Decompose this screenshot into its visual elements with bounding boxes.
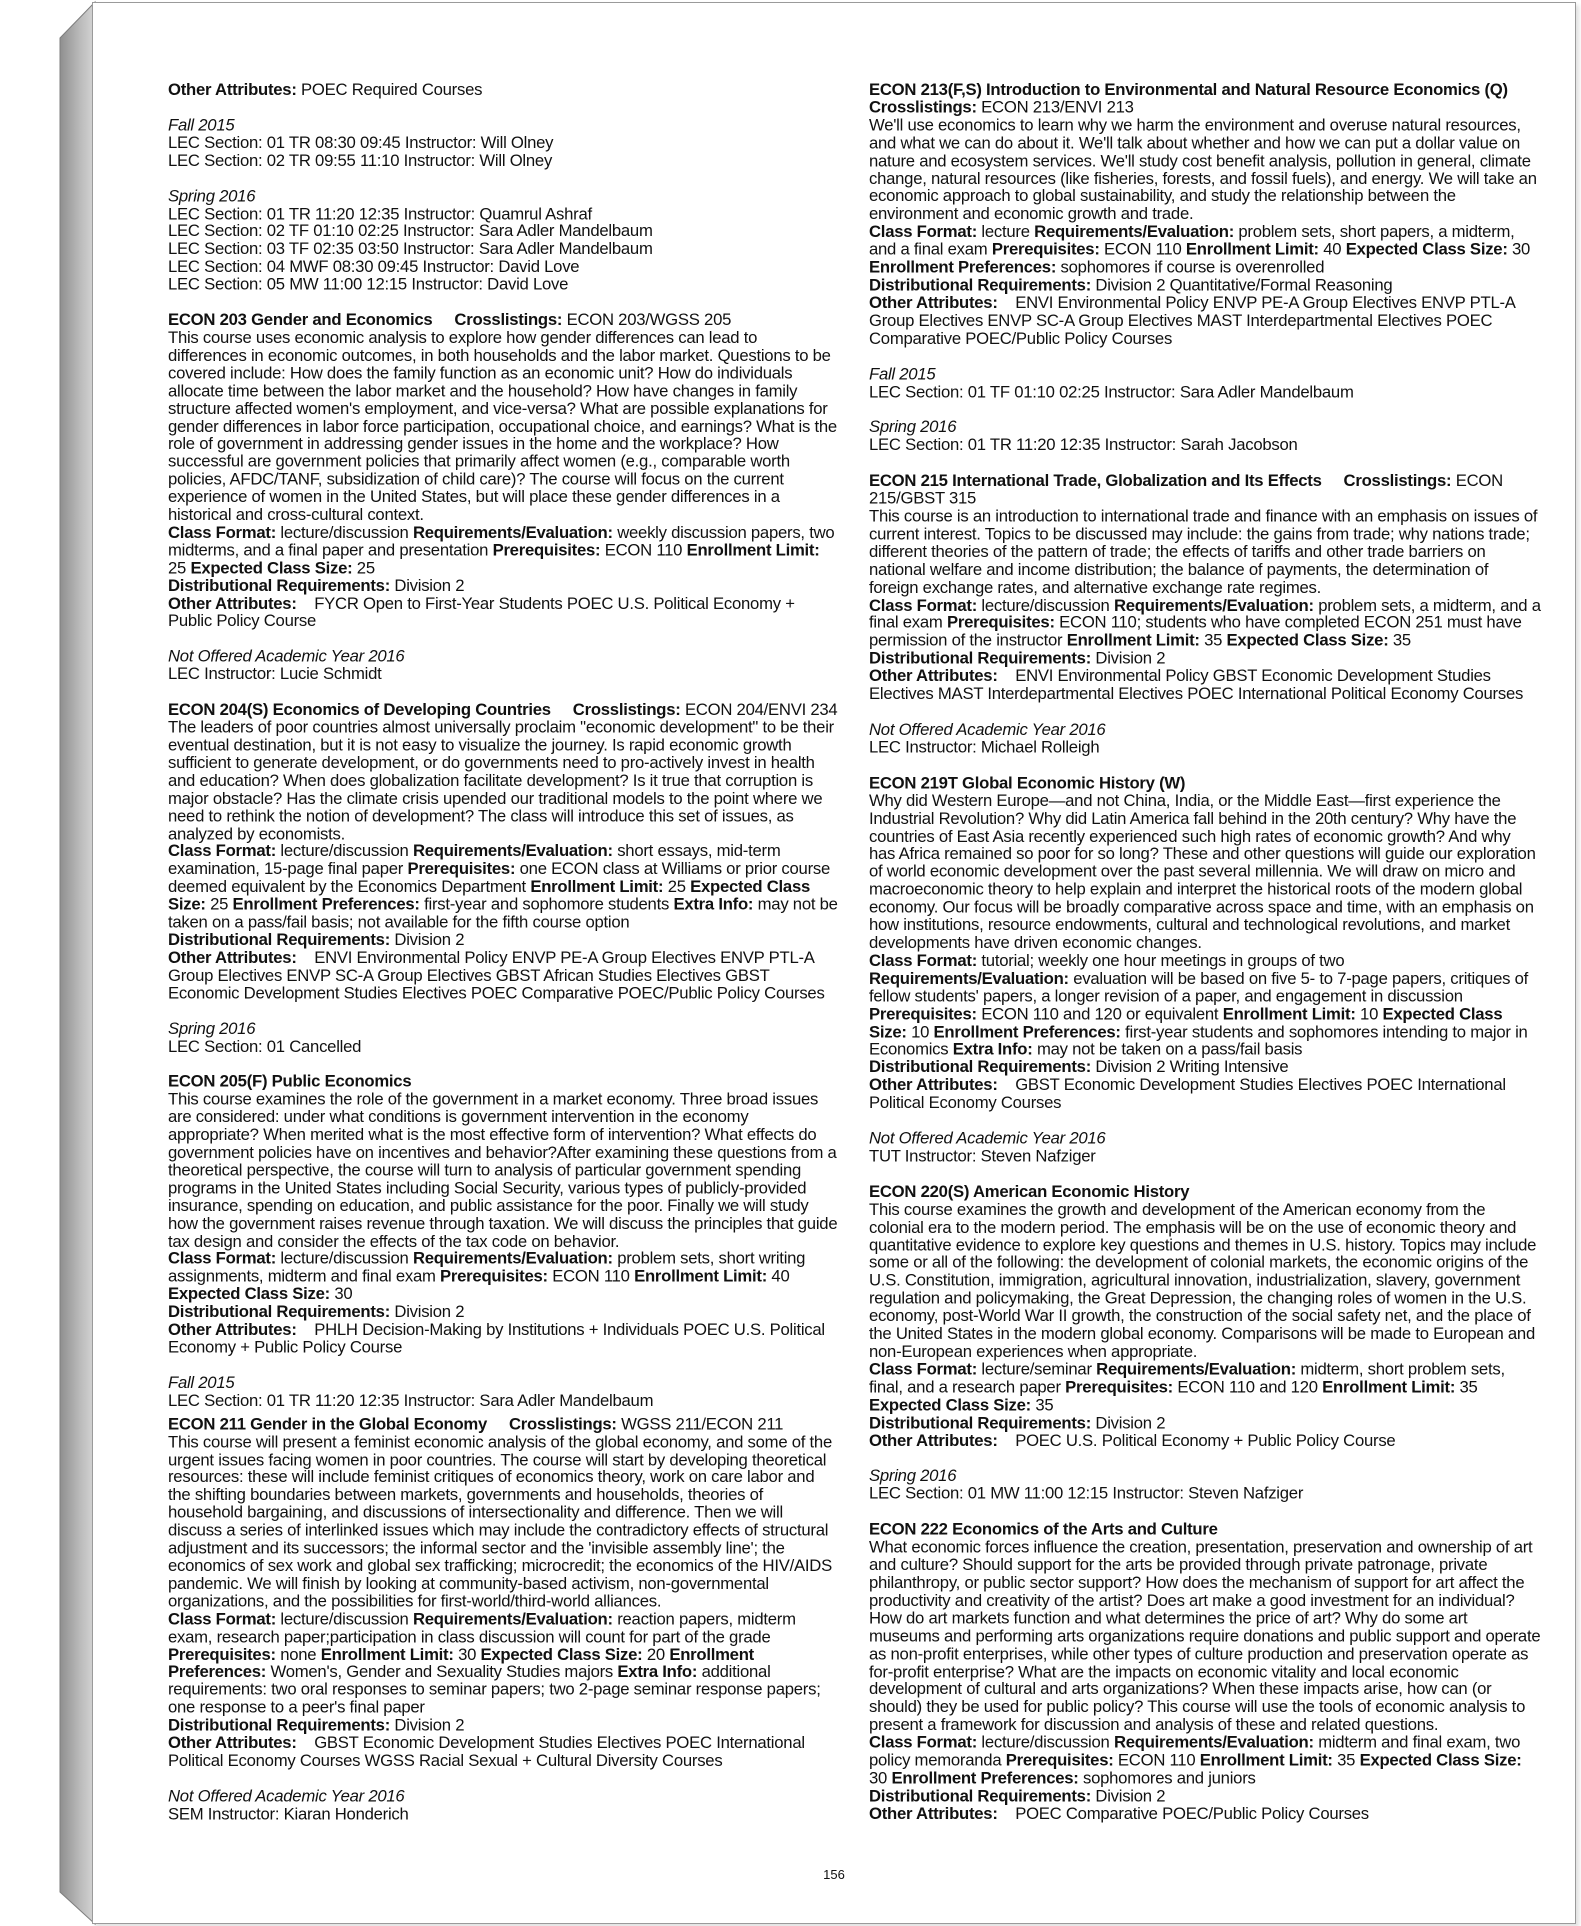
field-label: Extra Info: xyxy=(952,1039,1033,1059)
field-value: GBST Economic Development Studies Electives POEC International Political Economy Courses xyxy=(869,1075,1506,1112)
field-label: Distributional Requirements: xyxy=(869,275,1092,295)
field-label: Other Attributes: xyxy=(168,593,297,613)
field-label: Extra Info: xyxy=(673,894,754,914)
field-label: Expected Class Size: xyxy=(190,558,353,578)
field-label: Distributional Requirements: xyxy=(869,1057,1092,1077)
course-heading xyxy=(168,311,840,329)
section-schedule xyxy=(168,648,840,683)
field-value: 10 xyxy=(911,1022,930,1041)
field-value: Division 2 Quantitative/Formal Reasoning xyxy=(1095,275,1393,295)
section-schedule xyxy=(869,1130,1541,1166)
course-entry xyxy=(869,1521,1541,1823)
field-label: Distributional Requirements: xyxy=(168,576,391,595)
field-label: Enrollment Limit: xyxy=(320,1644,454,1664)
field-value: POEC Comparative POEC/Public Policy Courses xyxy=(1015,1804,1369,1823)
catalog-page xyxy=(92,2,1576,1924)
field-label: Enrollment Limit: xyxy=(1066,630,1200,650)
other-attributes xyxy=(869,1805,1541,1823)
field-value: lecture/discussion xyxy=(280,1609,409,1629)
field-label: Distributional Requirements: xyxy=(168,1715,391,1735)
field-label: Other Attributes: xyxy=(869,1804,998,1823)
crosslistings-value: ECON 203/WGSS 205 xyxy=(566,310,732,330)
crosslistings-value: ECON 213/ENVI 213 xyxy=(981,97,1134,117)
field-value: 35 xyxy=(1337,1750,1356,1770)
field-label: Enrollment Limit: xyxy=(1222,1004,1356,1024)
field-value: Division 2 xyxy=(394,1302,465,1322)
course-title: ECON 211 Gender in the Global Economy xyxy=(168,1414,488,1434)
field-value: POEC Required Courses xyxy=(301,80,483,99)
field-value: weekly discussion papers, two midterms, and a final paper and presentation xyxy=(168,522,835,560)
field-value: ECON 110 xyxy=(604,540,683,560)
field-label: Enrollment Limit: xyxy=(530,877,664,897)
section-line: SEM Instructor: Kiaran Honderich xyxy=(168,1804,409,1824)
field-label: Class Format: xyxy=(869,595,978,615)
course-title: ECON 203 Gender and Economics xyxy=(168,310,433,330)
course-fields xyxy=(869,223,1541,276)
field-value: GBST Economic Development Studies Electives POEC International Political Economy Courses WGSS Racial Sexual + Cultural Diversity Courses xyxy=(168,1733,805,1770)
course-entry xyxy=(869,774,1541,1112)
field-label: Requirements/Evaluation: xyxy=(412,841,613,861)
field-label: Class Format: xyxy=(168,1249,277,1269)
field-label: Enrollment Limit: xyxy=(1199,1750,1333,1770)
section-schedule xyxy=(168,1788,840,1823)
field-value: none xyxy=(280,1644,317,1664)
field-value: midterm, short problem sets, final, and a research paper xyxy=(869,1359,1505,1397)
field-value: reaction papers, midterm exam, research paper;participation in class discussion will count for part of the grade xyxy=(168,1609,796,1646)
field-label: Distributional Requirements: xyxy=(869,1786,1092,1806)
course-title: ECON 205(F) Public Economics xyxy=(168,1072,412,1091)
course-description: What economic forces influence the creation, presentation, preservation and ownership of art and culture? Should support for the arts be provided through private patronage, private philanthropy, or public sector support? How does the mechanism of support for art affect the productivity and creativity of the artist? Does art make a good investment for an individual? How do art markets function and what determines the price of art? Why do some art museums and performing arts organizations require donations and public support and operate as non-profit enterprises, while other types of culture production and preservation operate as for-profit enterprise? What are the impacts on economic vitality and local economic development of cultural and arts organizations? When these impacts arise, how can (or should) they be used for public policy? This course will use the tools of economic analysis to present a framework for discussion and analysis of these and related questions. xyxy=(869,1537,1541,1735)
other-attributes xyxy=(869,668,1541,704)
course-heading xyxy=(869,81,1541,99)
course-heading xyxy=(168,1416,840,1434)
field-value: 40 xyxy=(771,1266,790,1286)
field-label: Class Format: xyxy=(168,522,277,542)
field-label: Enrollment Preferences: xyxy=(232,894,420,914)
field-line xyxy=(168,81,840,99)
field-value: may not be taken on a pass/fail basis xyxy=(1036,1039,1303,1059)
field-label: Requirements/Evaluation: xyxy=(412,1609,613,1629)
crosslistings-value: ECON 215/GBST 315 xyxy=(869,471,1503,508)
field-value: Division 2 xyxy=(394,930,465,950)
course-fields xyxy=(168,1250,840,1303)
section-schedule xyxy=(168,1374,840,1409)
field-label: Requirements/Evaluation: xyxy=(1113,595,1314,615)
field-label: Expected Class Size: xyxy=(480,1644,643,1664)
field-label: Prerequisites: xyxy=(440,1266,548,1286)
field-label: Class Format: xyxy=(869,950,978,970)
book-spine xyxy=(0,0,100,1926)
term-heading: Not Offered Academic Year 2016 xyxy=(168,646,405,666)
field-value: Division 2 xyxy=(394,576,465,595)
field-value: evaluation will be based on five 5- to 7-page papers, critiques of fellow students' papers, a longer revision of a paper, and engagement in discussion xyxy=(869,968,1528,1006)
field-value: ECON 110; students who have completed ECON 251 must have permission of the instructor xyxy=(869,613,1522,650)
field-label: Requirements/Evaluation: xyxy=(1034,222,1235,241)
field-value: Division 2 xyxy=(1095,1786,1166,1806)
section-line: LEC Section: 04 MWF 08:30 09:45 Instructor: David Love xyxy=(168,257,580,277)
field-label: Prerequisites: xyxy=(991,239,1100,259)
field-label: Expected Class Size: xyxy=(869,1395,1031,1415)
field-value: tutorial; weekly one hour meetings in groups of two xyxy=(981,950,1345,970)
course-heading xyxy=(869,1521,1541,1539)
course-entry xyxy=(168,701,840,1002)
crosslistings-label: Crosslistings: xyxy=(572,700,681,719)
term-heading: Not Offered Academic Year 2016 xyxy=(869,1128,1106,1148)
field-value: lecture/seminar xyxy=(981,1359,1092,1379)
field-label: Enrollment Preferences: xyxy=(168,1644,754,1682)
field-value: short essays, mid-term examination, 15-page final paper xyxy=(168,841,781,879)
field-value: 25 xyxy=(667,877,686,897)
section-line: TUT Instructor: Steven Nafziger xyxy=(869,1146,1096,1166)
course-entry xyxy=(869,1183,1541,1449)
field-value: sophomores and juniors xyxy=(1083,1768,1256,1788)
course-fields xyxy=(869,1734,1541,1787)
field-label: Other Attributes: xyxy=(869,1075,998,1095)
field-value: Division 2 Writing Intensive xyxy=(1095,1057,1289,1077)
section-line: LEC Section: 01 TR 11:20 12:35 Instructor: Sara Adler Mandelbaum xyxy=(168,1390,654,1410)
field-value: problem sets, short writing assignments, midterm and final exam xyxy=(168,1249,806,1286)
field-label: Class Format: xyxy=(869,222,978,241)
course-attributes xyxy=(168,81,840,99)
field-label: Distributional Requirements: xyxy=(168,930,391,950)
course-entry xyxy=(168,311,840,630)
course-heading xyxy=(869,472,1541,508)
term-heading: Spring 2016 xyxy=(168,1018,256,1038)
field-label: Other Attributes: xyxy=(869,1430,998,1450)
course-entry xyxy=(869,81,1541,347)
field-value: 20 xyxy=(646,1644,665,1664)
field-label: Requirements/Evaluation: xyxy=(412,522,613,542)
field-value: ECON 110 xyxy=(1117,1750,1196,1770)
course-description: This course examines the role of the government in a market economy. Three broad issues are considered: under what conditions is government intervention in the economy appropriate? When merited what is the most effective form of intervention? What effects do government policies have on incentives and behavior?After examining these questions from a theoretical perspective, the course will turn to analysis of particular government spending programs in the United States including Social Security, various types of publicly-provided insurance, spending on education, and public assistance for the poor. Finally we will study how the government raises revenue through taxation. We will discuss the principles that guide tax design and consider the effects of the tax code on behavior. xyxy=(168,1089,838,1251)
term-heading: Spring 2016 xyxy=(869,417,957,437)
field-label: Enrollment Preferences: xyxy=(891,1768,1079,1788)
crosslistings-label: Crosslistings: xyxy=(454,310,563,330)
course-title: ECON 215 International Trade, Globalization and Its Effects xyxy=(869,471,1322,490)
course-description: Why did Western Europe—and not China, India, or the Middle East—first experience the Industrial Revolution? Why did Latin America fall behind in the 20th century? Why have the countries of East Asia recently experienced such high rates of economic growth? And why has Africa remained so poor for so long? These and other questions will guide our exploration of world economic development over the past several millennia. We will draw on micro and macroeconomic theory to help explain and interpret the historical roots of the modern global economy. Our focus will be broadly comparative across space and time, with an emphasis on how institutions, resource endowments, cultural and technological revolutions, and market developments have driven economic changes. xyxy=(869,791,1536,953)
field-value: 30 xyxy=(334,1284,353,1304)
course-fields xyxy=(168,1610,840,1716)
field-label: Enrollment Limit: xyxy=(634,1266,768,1286)
section-schedule xyxy=(168,117,840,170)
field-label: Expected Class Size: xyxy=(869,1004,1503,1041)
field-label: Other Attributes: xyxy=(168,80,297,99)
field-value: ENVI Environmental Policy GBST Economic Development Studies Electives MAST Interdepartmental Electives POEC International Political Economy Courses xyxy=(869,666,1524,704)
field-label: Enrollment Limit: xyxy=(1322,1377,1456,1397)
field-label: Requirements/Evaluation: xyxy=(1113,1732,1314,1752)
course-description: This course examines the growth and development of the American economy from the colonial era to the modern period. The emphasis will be on the use of economic theory and quantitative evidence to explore key questions and themes in U.S. history. Topics may include some or all of the following: the development of colonial markets, the economic origins of the U.S. Constitution, immigration, agricultural innovation, industrialization, slavery, government regulation and policymaking, the Great Depression, the changing roles of women in the U.S. economy, post-World War II growth, the construction of the social safety net, and the place of the United States in the modern global economy. Comparisons will be made to European and non-European experiences when appropriate. xyxy=(869,1199,1537,1361)
term-heading: Fall 2015 xyxy=(168,115,235,135)
field-value: may not be taken on a pass/fail basis; not available for the fifth course option xyxy=(168,894,838,932)
section-schedule xyxy=(869,365,1541,401)
other-attributes xyxy=(168,1734,840,1769)
page-number: 156 xyxy=(823,1867,845,1882)
field-label: Enrollment Preferences: xyxy=(933,1022,1121,1041)
term-heading: Spring 2016 xyxy=(168,186,256,206)
crosslistings-label: Crosslistings: xyxy=(1343,471,1452,490)
right-column xyxy=(869,81,1541,1841)
field-value: lecture/discussion xyxy=(280,841,409,861)
field-value: FYCR Open to First-Year Students POEC U.S. Political Economy + Public Policy Course xyxy=(168,593,795,631)
field-value: 25 xyxy=(168,558,187,578)
distributional-requirements xyxy=(168,1303,840,1321)
field-value: ECON 110 xyxy=(552,1266,630,1286)
field-label: Distributional Requirements: xyxy=(869,648,1092,668)
section-line: LEC Section: 02 TR 09:55 11:10 Instructor: Will Olney xyxy=(168,150,553,170)
field-value: sophomores if course is overenrolled xyxy=(1060,257,1325,277)
field-value: Division 2 xyxy=(1095,648,1166,668)
field-label: Other Attributes: xyxy=(168,1733,297,1753)
field-value: ECON 110 and 120 or equivalent xyxy=(981,1004,1219,1024)
field-label: Class Format: xyxy=(869,1359,978,1379)
field-value: problem sets, a midterm, and a final exam xyxy=(869,595,1541,633)
field-value: 30 xyxy=(1512,239,1531,259)
course-heading xyxy=(869,1183,1541,1201)
field-label: Other Attributes: xyxy=(168,948,297,967)
field-value: first-year and sophomore students xyxy=(424,894,670,914)
field-label: Prerequisites: xyxy=(492,540,601,560)
term-heading: Spring 2016 xyxy=(869,1466,957,1486)
field-label: Distributional Requirements: xyxy=(168,1302,391,1322)
field-value: midterm and final exam, two policy memoranda xyxy=(869,1732,1521,1770)
field-value: Women's, Gender and Sexuality Studies majors xyxy=(270,1662,614,1682)
section-schedule xyxy=(869,1467,1541,1503)
course-fields xyxy=(168,843,840,932)
section-line: LEC Section: 01 Cancelled xyxy=(168,1036,362,1056)
field-value: 35 xyxy=(1392,630,1411,650)
field-label: Prerequisites: xyxy=(946,613,1055,633)
section-line: LEC Section: 01 TF 01:10 02:25 Instructor: Sara Adler Mandelbaum xyxy=(869,382,1354,401)
section-line: LEC Section: 01 TR 08:30 09:45 Instructor: Will Olney xyxy=(168,133,554,153)
other-attributes xyxy=(168,949,840,1002)
field-label: Enrollment Limit: xyxy=(686,540,820,560)
field-value: 35 xyxy=(1035,1395,1054,1415)
section-line: LEC Instructor: Lucie Schmidt xyxy=(168,664,382,684)
field-label: Prerequisites: xyxy=(1005,1750,1114,1770)
course-title: ECON 220(S) American Economic History xyxy=(869,1182,1190,1201)
field-label: Requirements/Evaluation: xyxy=(869,968,1069,988)
field-value: 40 xyxy=(1323,239,1342,259)
field-label: Requirements/Evaluation: xyxy=(412,1249,613,1269)
distributional-requirements xyxy=(869,650,1541,668)
field-value: lecture xyxy=(981,222,1030,241)
field-label: Expected Class Size: xyxy=(1226,630,1389,650)
section-line: LEC Instructor: Michael Rolleigh xyxy=(869,737,1100,757)
distributional-requirements xyxy=(168,1717,840,1735)
section-schedule xyxy=(168,1020,840,1055)
distributional-requirements xyxy=(168,931,840,949)
distributional-requirements xyxy=(168,577,840,595)
course-fields xyxy=(869,1361,1541,1414)
course-entry xyxy=(168,1073,840,1356)
field-label: Expected Class Size: xyxy=(168,877,811,914)
crosslistings-value: ECON 204/ENVI 234 xyxy=(684,700,838,719)
field-value: ENVI Environmental Policy ENVP PE-A Group Electives ENVP PTL-A Group Electives ENVP SC-A Group Electives MAST Interdepartmental Electives POEC Comparative POEC/Public Policy Courses xyxy=(869,293,1515,348)
field-label: Other Attributes: xyxy=(168,1320,297,1339)
field-label: Expected Class Size: xyxy=(1359,1750,1522,1770)
field-label: Prerequisites: xyxy=(168,1644,276,1664)
course-description: We'll use economics to learn why we harm the environment and overuse natural resources, and what we can do about it. We'll talk about whether and how we can put a dollar value on nature and ecosystem services. We'll study cost benefit analysis, pollution in general, climate change, natural resources (like fisheries, forests, and fossil fuels), and energy. We will take an economic approach to global sustainability, and study the relationship between the environment and economic growth and trade. xyxy=(869,115,1537,224)
field-label: Distributional Requirements: xyxy=(869,1413,1092,1432)
section-schedule xyxy=(869,721,1541,757)
field-label: Class Format: xyxy=(168,841,277,861)
other-attributes xyxy=(869,294,1541,347)
course-title: ECON 213(F,S) Introduction to Environmental and Natural Resource Economics (Q) xyxy=(869,80,1508,99)
course-entry xyxy=(168,1416,840,1770)
field-value: 30 xyxy=(869,1768,888,1788)
other-attributes xyxy=(869,1432,1541,1450)
course-title: ECON 222 Economics of the Arts and Culture xyxy=(869,1519,1218,1539)
field-label: Other Attributes: xyxy=(869,666,998,686)
section-line: LEC Section: 01 MW 11:00 12:15 Instructor: Steven Nafziger xyxy=(869,1484,1304,1504)
left-column xyxy=(168,81,840,1841)
distributional-requirements xyxy=(869,1059,1541,1077)
field-value: Division 2 xyxy=(394,1715,465,1735)
field-value: ECON 110 xyxy=(1104,239,1182,259)
section-line: LEC Section: 01 TR 11:20 12:35 Instructor: Quamrul Ashraf xyxy=(168,204,592,223)
course-entry xyxy=(869,472,1541,703)
field-label: Prerequisites: xyxy=(869,1004,977,1024)
field-label: Extra Info: xyxy=(617,1662,698,1682)
other-attributes xyxy=(168,595,840,630)
field-label: Prerequisites: xyxy=(407,859,516,879)
field-value: ENVI Environmental Policy ENVP PE-A Group Electives ENVP PTL-A Group Electives ENVP SC-A Group Electives GBST African Studies Electives GBST Economic Development Studies Electives POEC Comparative POEC/Public Policy Courses xyxy=(168,948,825,1003)
other-attributes xyxy=(168,1321,840,1356)
section-line: LEC Section: 03 TF 02:35 03:50 Instructor: Sara Adler Mandelbaum xyxy=(168,239,653,259)
field-value: 35 xyxy=(1459,1377,1478,1397)
field-value: 10 xyxy=(1360,1004,1379,1024)
crosslistings-label: Crosslistings: xyxy=(869,97,977,117)
field-value: 35 xyxy=(1204,630,1223,650)
distributional-requirements xyxy=(869,1414,1541,1432)
course-title: ECON 204(S) Economics of Developing Countries xyxy=(168,700,551,719)
distributional-requirements xyxy=(869,276,1541,294)
field-value: 25 xyxy=(356,558,375,578)
field-label: Expected Class Size: xyxy=(1345,239,1508,259)
field-value: lecture/discussion xyxy=(280,1249,409,1269)
field-value: PHLH Decision-Making by Institutions + Individuals POEC U.S. Political Economy + Public Policy Course xyxy=(168,1320,825,1357)
field-value: lecture/discussion xyxy=(981,595,1110,615)
field-value: POEC U.S. Political Economy + Public Policy Course xyxy=(1015,1430,1396,1450)
course-description: This course will present a feminist economic analysis of the global economy, and some of the urgent issues facing women in poor countries. The course will start by developing theoretical resources: these will include feminist critiques of economics theory, work on care labor and the shifting boundaries between markets, governments and households, theories of household bargaining, and discussions of intersectionality and difference. Then we will discuss a series of interlinked issues which may include the contradictory effects of structural adjustment and its successors; the informal sector and the 'invisible assembly line'; the economics of sex work and global sex trafficking; microcredit; the economics of the HIV/AIDS pandemic. We will finish by looking at community-based activism, non-governmental organizations, and the possibilities for first-world/third-world alliances. xyxy=(168,1432,832,1611)
field-label: Other Attributes: xyxy=(869,293,998,313)
field-label: Class Format: xyxy=(168,1609,277,1629)
section-schedule xyxy=(869,419,1541,455)
course-title: ECON 219T Global Economic History (W) xyxy=(869,773,1186,793)
distributional-requirements xyxy=(869,1787,1541,1805)
course-fields xyxy=(168,524,840,577)
term-heading: Fall 2015 xyxy=(168,1373,235,1393)
course-fields xyxy=(869,596,1541,649)
course-heading xyxy=(869,774,1541,792)
section-line: LEC Section: 01 TR 11:20 12:35 Instructor: Sarah Jacobson xyxy=(869,435,1298,455)
crosslistings-line xyxy=(869,99,1541,117)
field-value: 25 xyxy=(210,894,229,914)
field-label: Class Format: xyxy=(869,1732,978,1752)
course-heading xyxy=(168,1073,840,1091)
section-line: LEC Section: 05 MW 11:00 12:15 Instructor: David Love xyxy=(168,274,569,294)
field-value: lecture/discussion xyxy=(981,1732,1110,1752)
crosslistings-value: WGSS 211/ECON 211 xyxy=(621,1414,784,1434)
course-description: This course uses economic analysis to explore how gender differences can lead to differences in economic outcomes, in both households and the labor market. Questions to be covered include: How does the family function as an economic unit? How do individuals allocate time between the labor market and the household? How have changes in family structure affected women's employment, and vice-versa? What are possible explanations for gender differences in labor force participation, occupational choice, and earnings? What is the role of government in addressing gender issues in the home and the workplace? How successful are government policies that primarily affect women (e.g., comparable worth policies, AFDC/TANF, subsidization of child care)? The course will focus on the current experience of women in the United States, but will place these gender differences in a historical and cross-cultural context. xyxy=(168,328,837,525)
field-label: Requirements/Evaluation: xyxy=(1096,1359,1296,1379)
course-description: The leaders of poor countries almost universally proclaim "economic development" to be their eventual destination, but it is not easy to visualize the journey. Is rapid economic growth sufficient to generate development, or do governments need to pro-actively invest in health and education? When does globalization facilitate development? Is it true that corruption is major obstacle? Has the climate crisis upended our traditional models to the point where we need to rethink the notion of development? The class will introduce this set of issues, as analyzed by economists. xyxy=(168,717,834,843)
field-value: first-year students and sophomores intending to major in Economics xyxy=(869,1022,1528,1059)
field-label: Enrollment Preferences: xyxy=(869,257,1057,277)
term-heading: Fall 2015 xyxy=(869,364,936,384)
field-value: 30 xyxy=(458,1644,477,1664)
other-attributes xyxy=(869,1076,1541,1112)
course-description: This course is an introduction to international trade and finance with an emphasis on issues of current interest. Topics to be discussed may include: the gains from trade; why nations trade; different theories of the pattern of trade; the effects of tariffs and other trade barriers on national welfare and income distribution; the balance of payments, the determination of foreign exchange rates, and alternative exchange rate regimes. xyxy=(869,506,1538,597)
field-value: ECON 110 and 120 xyxy=(1177,1377,1318,1397)
field-label: Enrollment Limit: xyxy=(1185,239,1319,259)
section-line: LEC Section: 02 TF 01:10 02:25 Instructor: Sara Adler Mandelbaum xyxy=(168,221,653,241)
field-value: lecture/discussion xyxy=(280,522,409,542)
term-heading: Not Offered Academic Year 2016 xyxy=(168,1786,405,1806)
field-label: Prerequisites: xyxy=(1065,1377,1173,1397)
field-value: additional requirements: two oral responses to seminar papers; two 2-page seminar response papers; one response to a peer's final paper xyxy=(168,1662,821,1717)
course-heading xyxy=(168,701,840,719)
field-value: one ECON class at Williams or prior course deemed equivalent by the Economics Department xyxy=(168,859,831,897)
field-value: Division 2 xyxy=(1095,1413,1166,1432)
section-schedule xyxy=(168,187,840,293)
course-fields xyxy=(869,952,1541,1059)
crosslistings-label: Crosslistings: xyxy=(508,1414,617,1434)
term-heading: Not Offered Academic Year 2016 xyxy=(869,719,1106,739)
field-value: problem sets, short papers, a midterm, and a final exam xyxy=(869,222,1515,259)
field-label: Expected Class Size: xyxy=(168,1284,330,1304)
